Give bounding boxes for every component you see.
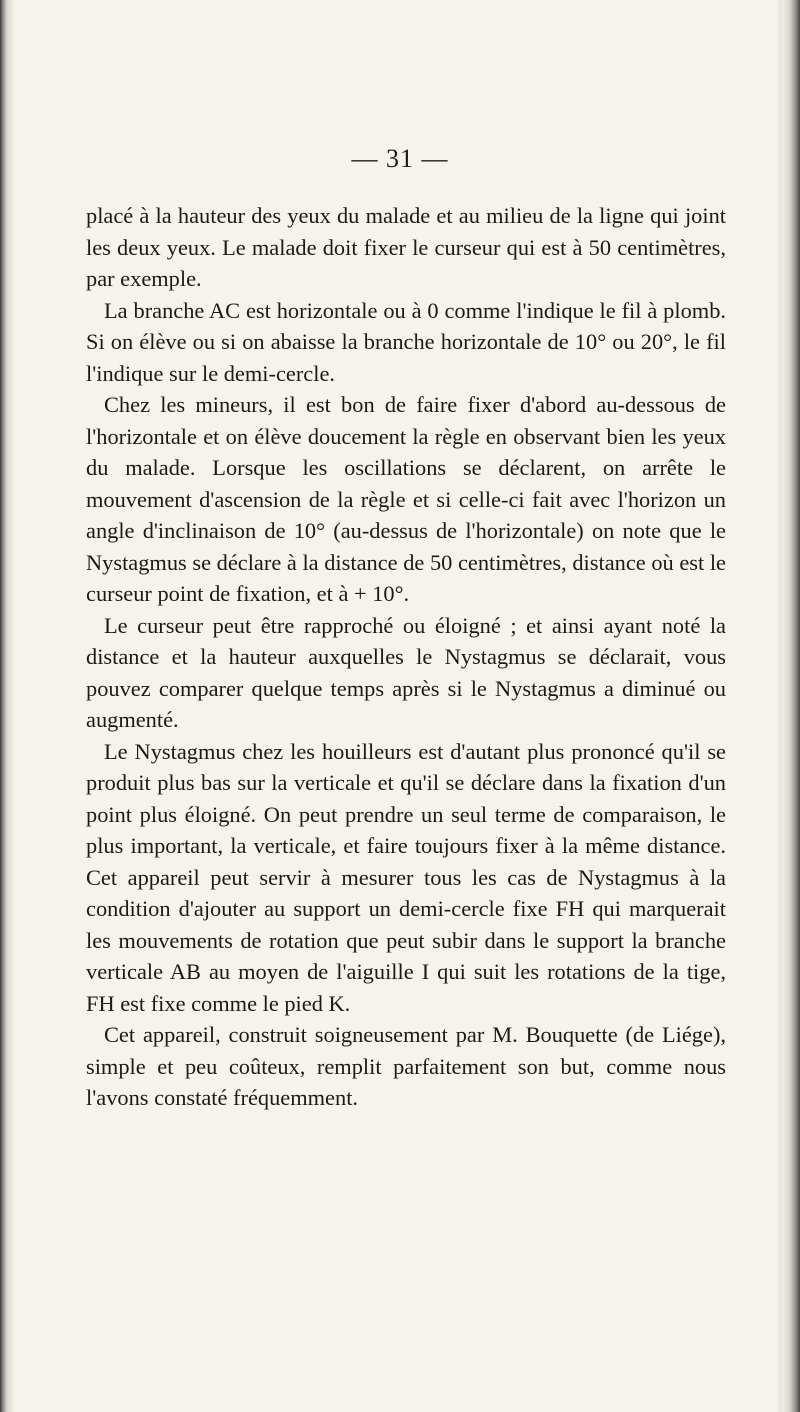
paragraph-2: La branche AC est horizontale ou à 0 comme l'indique le fil à plomb. Si on élève ou si on abaisse la branche horizontale de 10° ou 20°, le fil l'indique sur le demi-cercle. — [86, 297, 726, 386]
paragraph-3: Chez les mineurs, il est bon de faire fixer d'abord au-dessous de l'horizontale et on élève doucement la règle en observant bien les yeux du malade. Lorsque les oscillations se déclarent, on arrête le mouvement d'ascension de la règle et si celle-ci fait avec l'horizon un angle d'inclinaison de 10° (au-dessus de l'horizontale) on note que le Nystagmus se déclare à la distance de 50 centimètres, distance où est le curseur point de fixation, et à + 10°. — [86, 392, 726, 606]
page-binding-edge — [0, 0, 14, 1412]
paragraph-6: Cet appareil, construit soigneusement par M. Bouquette (de Liége), simple et peu coûteux, remplit parfaitement son but, comme nous l'avons constaté fréquemment. — [86, 1022, 726, 1110]
paragraph-5: Le Nystagmus chez les houilleurs est d'autant plus prononcé qu'il se produit plus bas sur la verticale et qu'il se déclare dans la fixation d'un point plus éloigné. On peut prendre un seul terme de comparaison, le plus important, la verticale, et faire toujours fixer à la même distance. Cet appareil peut servir à mesurer tous les cas de Nystagmus à la condition d'ajouter au support un demi-cercle fixe FH qui marquerait les mouvements de rotation que peut subir dans le support la branche verticale AB au moyen de l'aiguille I qui suit les rotations de la tige, FH est fixe comme le pied K. — [86, 738, 726, 1016]
body-text — [86, 200, 726, 1114]
page-number: — 31 — — [351, 144, 449, 173]
paragraph-1: placé à la hauteur des yeux du malade et au milieu de la ligne qui joint les deux yeux. Le malade doit fixer le curseur qui est à 50 centimètres, par exemple. — [86, 203, 726, 291]
page-right-edge — [782, 0, 800, 1412]
paragraph-4: Le curseur peut être rapproché ou éloigné ; et ainsi ayant noté la distance et la hauteur auxquelles le Nystagmus se déclarait, vous pouvez comparer quelque temps après si le Nystagmus a diminué ou augmenté. — [86, 612, 726, 732]
